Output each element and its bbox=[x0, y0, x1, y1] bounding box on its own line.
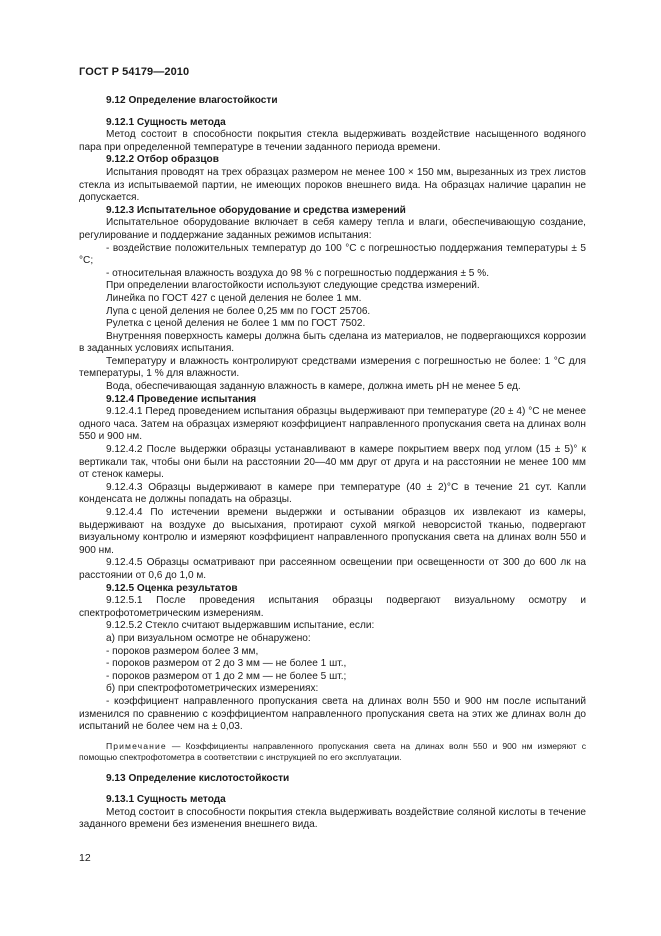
paragraph: Линейка по ГОСТ 427 с ценой деления не более 1 мм. bbox=[106, 292, 362, 304]
paragraph: 9.12.4.4 По истечении времени выдержки и остывании образцов их извлекают из камеры, выдерживают на воздухе до высыхания, протирают сухой мягкой неворсистой тканью, подвергают визуальному контролю и измеряют коэффициент направленного пропускания света на длинах волн 550 и 900 нм. bbox=[79, 507, 586, 556]
paragraph: 9.12.4.2 После выдержки образцы устанавливают в камере покрытием вверх под углом (15 ± 5)° к вертикали так, чтобы они были на расстоянии 20—40 мм друг от друга и на расстоянии не менее 100 мм от стенок камеры. bbox=[79, 444, 586, 481]
paragraph: Вода, обеспечивающая заданную влажность в камере, должна иметь рН не менее 5 ед. bbox=[106, 381, 521, 393]
page-number: 12 bbox=[79, 852, 91, 864]
paragraph: Метод состоит в способности покрытия стекла выдерживать воздействие насыщенного водяного пара при определенной температуре в течении заданного периода времени. bbox=[79, 129, 586, 153]
section-heading-9-12-4: 9.12.4 Проведение испытания bbox=[106, 393, 257, 405]
paragraph: Метод состоит в способности покрытия стекла выдерживать воздействие соляной кислоты в течение заданного времени без изменения внешнего вида. bbox=[79, 806, 586, 831]
section-heading-9-12: 9.12 Определение влагостойкости bbox=[106, 95, 278, 106]
list-item: - пороков размером от 1 до 2 мм — не более 5 шт.; bbox=[106, 670, 347, 682]
paragraph: 9.12.4.3 Образцы выдерживают в камере при температуре (40 ± 2)°С в течение 21 сут. Капли конденсата не должны попадать на образцы. bbox=[79, 481, 586, 506]
section-heading-9-12-5: 9.12.5 Оценка результатов bbox=[106, 582, 238, 594]
paragraph: Внутренняя поверхность камеры должна быть сделана из материалов, не подвергающихся коррозии в заданных условиях испытания. bbox=[79, 330, 586, 355]
spacer bbox=[79, 764, 586, 772]
paragraph: Лупа с ценой деления не более 0,25 мм по ГОСТ 25706. bbox=[106, 305, 371, 317]
list-item: - пороков размером от 2 до 3 мм — не более 1 шт., bbox=[106, 658, 347, 670]
paragraph: 9.12.5.2 Стекло считают выдержавшим испытание, если: bbox=[106, 620, 375, 632]
section-heading-9-12-3: 9.12.3 Испытательное оборудование и средства измерений bbox=[106, 204, 406, 216]
paragraph: При определении влагостойкости используют следующие средства измерений. bbox=[106, 280, 480, 292]
note-text: — Коэффициенты направленного пропускания света на длинах волн 550 и 900 нм измеряют с помощью спектрофотометра в соответствии с инструкцией по его эксплуатации. bbox=[79, 740, 586, 763]
document-body bbox=[79, 94, 586, 832]
list-item: - коэффициент направленного пропускания света на длинах волн 550 и 900 нм после испытаний изменился по сравнению с коэффициентом направленного пропускания света на этих же длинах волн до испытаний не более чем на ± 0,03. bbox=[79, 695, 586, 733]
section-heading-9-13-1: 9.13.1 Сущность метода bbox=[106, 794, 226, 806]
list-item: - пороков размером более 3 мм, bbox=[106, 645, 259, 657]
note-label: Примечание bbox=[106, 740, 167, 751]
paragraph: Испытания проводят на трех образцах размером не менее 100 × 150 мм, вырезанных из трех листов стекла из испытываемой партии, не имеющих пороков внешнего вида. На образцах наличие царапин не допускается. bbox=[79, 166, 586, 204]
section-heading-9-13: 9.13 Определение кислотостойкости bbox=[106, 772, 290, 784]
section-heading-9-12-2: 9.12.2 Отбор образцов bbox=[106, 154, 219, 166]
paragraph: Рулетка с ценой деления не более 1 мм по ГОСТ 7502. bbox=[106, 318, 366, 330]
list-item: - воздействие положительных температур до 100 °С с погрешностью поддержания температуры ± 5 °С; bbox=[79, 242, 586, 267]
document-header: ГОСТ Р 54179—2010 bbox=[79, 66, 190, 78]
section-heading-9-12-1: 9.12.1 Сущность метода bbox=[106, 116, 226, 128]
note bbox=[79, 741, 586, 764]
paragraph: 9.12.4.1 Перед проведением испытания образцы выдерживают при температуре (20 ± 4) °С не менее одного часа. Затем на образцах измеряют коэффициент направленного пропускания света на длинах волн 550 и 900 нм. bbox=[79, 406, 586, 443]
list-item: б) при спектрофотометрических измерениях: bbox=[106, 683, 319, 695]
paragraph: Температуру и влажность контролируют средствами измерения с погрешностью не более: 1 °С для температуры, 1 % для влажности. bbox=[79, 355, 586, 380]
paragraph: 9.12.4.5 Образцы осматривают при рассеянном освещении при освещенности от 300 до 600 лк на расстоянии от 0,6 до 1,0 м. bbox=[79, 557, 586, 581]
list-item: - относительная влажность воздуха до 98 % с погрешностью поддержания ± 5 %. bbox=[106, 267, 489, 279]
list-item: а) при визуальном осмотре не обнаружено: bbox=[106, 632, 311, 644]
paragraph: 9.12.5.1 После проведения испытания образцы подвергают визуальному осмотру и спектрофотометрическим измерениям. bbox=[79, 595, 586, 619]
paragraph: Испытательное оборудование включает в себя камеру тепла и влаги, обеспечивающую создание, регулирование и поддержание заданных режимов испытания: bbox=[79, 217, 586, 241]
